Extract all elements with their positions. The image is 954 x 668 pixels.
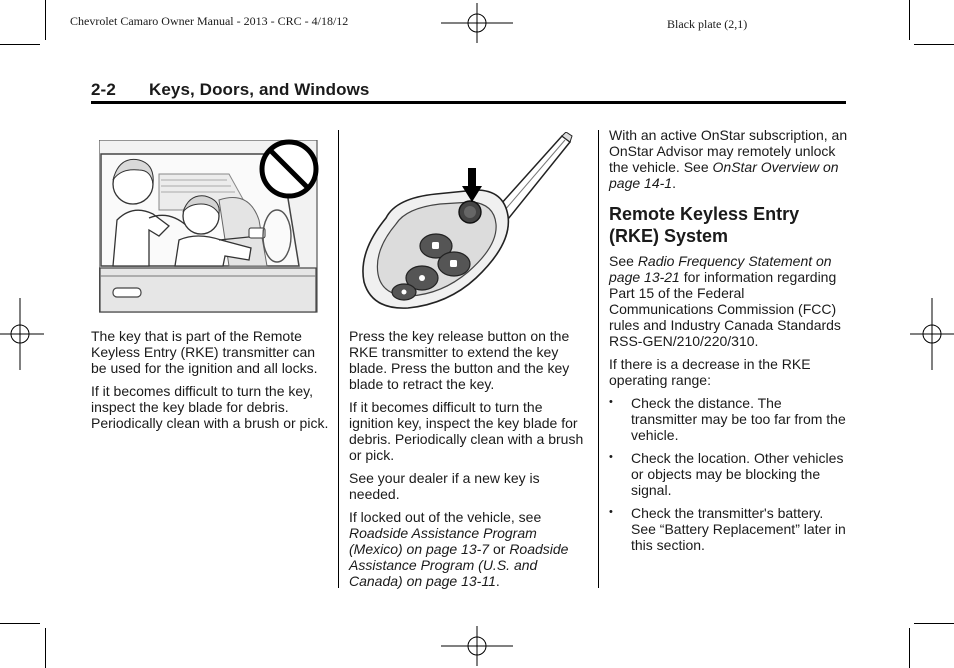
list-item — [609, 450, 849, 498]
prohibited-icon — [258, 138, 320, 200]
registration-mark-icon — [441, 3, 513, 43]
section-title — [91, 80, 369, 100]
col2-p4-text: If locked out of the vehicle, see — [349, 509, 542, 525]
crop-mark — [45, 628, 46, 668]
column-divider — [598, 130, 599, 588]
crop-mark — [909, 628, 910, 668]
col3-paragraph-2 — [609, 253, 849, 349]
col3-p1-end: . — [672, 175, 676, 191]
crop-mark — [45, 0, 46, 40]
onstar-overview-reference[interactable]: OnStar Overview on page 14-1 — [609, 159, 839, 191]
col2-p4-end: . — [495, 573, 500, 589]
registration-mark-icon — [441, 626, 513, 666]
col3-p2-text: for information regarding Part 15 of the Federal Communications Commission (FCC) rules and Industry Canada Standards RSS-GEN/210/220/310. — [609, 269, 841, 349]
col3-p2-see: See — [609, 253, 638, 269]
column-2 — [349, 328, 589, 596]
col2-p4-or: or — [489, 541, 510, 557]
col2-paragraph-1: Press the key release button on the RKE transmitter to extend the key blade. Press the button and the key blade to retract the key. — [349, 328, 570, 392]
crop-mark — [0, 44, 40, 45]
arrow-down-icon — [462, 168, 482, 202]
section-number: 2-2 — [91, 80, 116, 99]
radio-frequency-reference[interactable]: Radio Frequency Statement on page 13-21 — [609, 253, 832, 285]
range-checklist — [609, 395, 849, 553]
list-item-text: Check the distance. The transmitter may be too far from the vehicle. — [631, 395, 846, 443]
bullet: • — [609, 396, 613, 408]
column-1 — [91, 328, 329, 438]
crop-mark — [914, 623, 954, 624]
col2-paragraph-2: If it becomes difficult to turn the ignition key, inspect the key blade for debris. Periodically clean with a brush or pick. — [349, 399, 584, 463]
roadside-mexico-reference[interactable]: Roadside Assistance Program (Mexico) on page 13-7 — [349, 525, 537, 557]
column-3 — [609, 127, 849, 560]
list-item-text: Check the transmitter's battery. See “Battery Replacement” later in this section. — [631, 505, 846, 553]
section-rule — [91, 101, 846, 104]
bullet: • — [609, 451, 613, 463]
registration-mark-icon — [910, 298, 954, 370]
rke-system-heading: Remote Keyless Entry (RKE) System — [609, 204, 800, 246]
crop-mark — [0, 623, 40, 624]
col2-paragraph-4 — [349, 509, 589, 589]
bullet: • — [609, 506, 613, 518]
document-header-left: Chevrolet Camaro Owner Manual - 2013 - CRC - 4/18/12 — [70, 14, 349, 28]
col3-paragraph-1 — [609, 127, 849, 191]
col3-paragraph-3: If there is a decrease in the RKE operating range: — [609, 356, 811, 388]
rke-transmitter-illustration — [356, 132, 578, 317]
crop-mark — [914, 44, 954, 45]
roadside-us-canada-reference[interactable]: Roadside Assistance Program (U.S. and Canada) on page 13-11 — [349, 541, 569, 589]
section-name: Keys, Doors, and Windows — [149, 80, 370, 99]
registration-mark-icon — [0, 298, 44, 370]
col1-paragraph-1: The key that is part of the Remote Keyless Entry (RKE) transmitter can be used for the ignition and all locks. — [91, 328, 318, 376]
list-item — [609, 505, 849, 553]
document-header-right: Black plate (2,1) — [667, 17, 748, 31]
list-item — [609, 395, 849, 443]
column-divider — [338, 130, 339, 588]
crop-mark — [909, 0, 910, 40]
col1-paragraph-2: If it becomes difficult to turn the key, inspect the key blade for debris. Periodically clean with a brush or pick. — [91, 383, 329, 431]
col3-p1-text: With an active OnStar subscription, an OnStar Advisor may remotely unlock the vehicle. See — [609, 127, 848, 175]
col2-paragraph-3: See your dealer if a new key is needed. — [349, 470, 540, 502]
list-item-text: Check the location. Other vehicles or objects may be blocking the signal. — [631, 450, 844, 498]
